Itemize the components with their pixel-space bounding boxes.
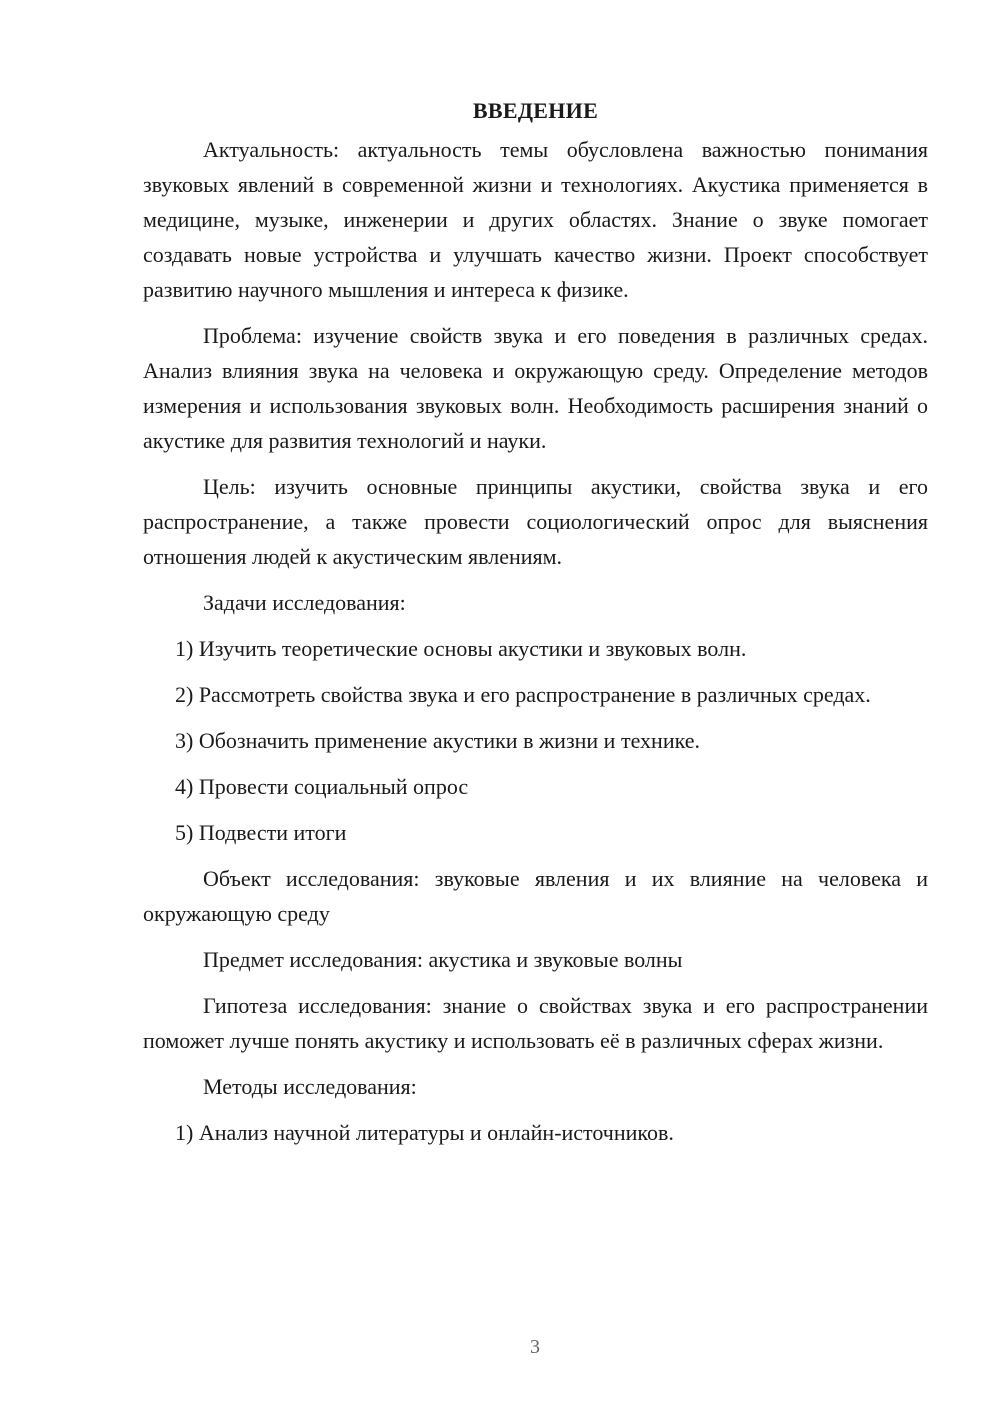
problem-paragraph: Проблема: изучение свойств звука и его поведения в различных средах. Анализ влияния звука на человека и окружающую среду. Определение методов измерения и использования звуковых волн. Необходимость расширения знаний о акустике для развития технологий и науки.	[143, 323, 928, 453]
document-page	[143, 96, 928, 1161]
hypothesis-paragraph: Гипотеза исследования: знание о свойствах звука и его распространении поможет лучше понять акустику и использовать её в различных сферах жизни.	[143, 993, 928, 1053]
object-paragraph: Объект исследования: звуковые явления и их влияние на человека и окружающую среду	[143, 866, 928, 926]
relevance-paragraph: Актуальность: актуальность темы обусловлена важностью понимания звуковых явлений в современной жизни и технологиях. Акустика применяется в медицине, музыке, инженерии и других областях. Знание о звуке помогает создавать новые устройства и улучшать качество жизни. Проект способствует развитию научного мышления и интереса к физике.	[143, 137, 928, 302]
page-number: 3	[530, 1336, 540, 1358]
methods-title: Методы исследования:	[203, 1074, 417, 1099]
task-item: 4) Провести социальный опрос	[175, 774, 469, 799]
tasks-title: Задачи исследования:	[203, 590, 406, 615]
goal-paragraph: Цель: изучить основные принципы акустики, свойства звука и его распространение, а также провести социологический опрос для выяснения отношения людей к акустическим явлениям.	[143, 474, 928, 569]
section-heading: ВВЕДЕНИЕ	[472, 98, 599, 123]
method-item: 1) Анализ научной литературы и онлайн-источников.	[175, 1120, 674, 1145]
subject-paragraph: Предмет исследования: акустика и звуковые волны	[203, 947, 683, 972]
task-item: 2) Рассмотреть свойства звука и его распространение в различных средах.	[175, 682, 871, 707]
task-item: 3) Обозначить применение акустики в жизни и технике.	[175, 728, 700, 753]
task-item: 5) Подвести итоги	[175, 820, 347, 845]
task-item: 1) Изучить теоретические основы акустики и звуковых волн.	[175, 636, 747, 661]
